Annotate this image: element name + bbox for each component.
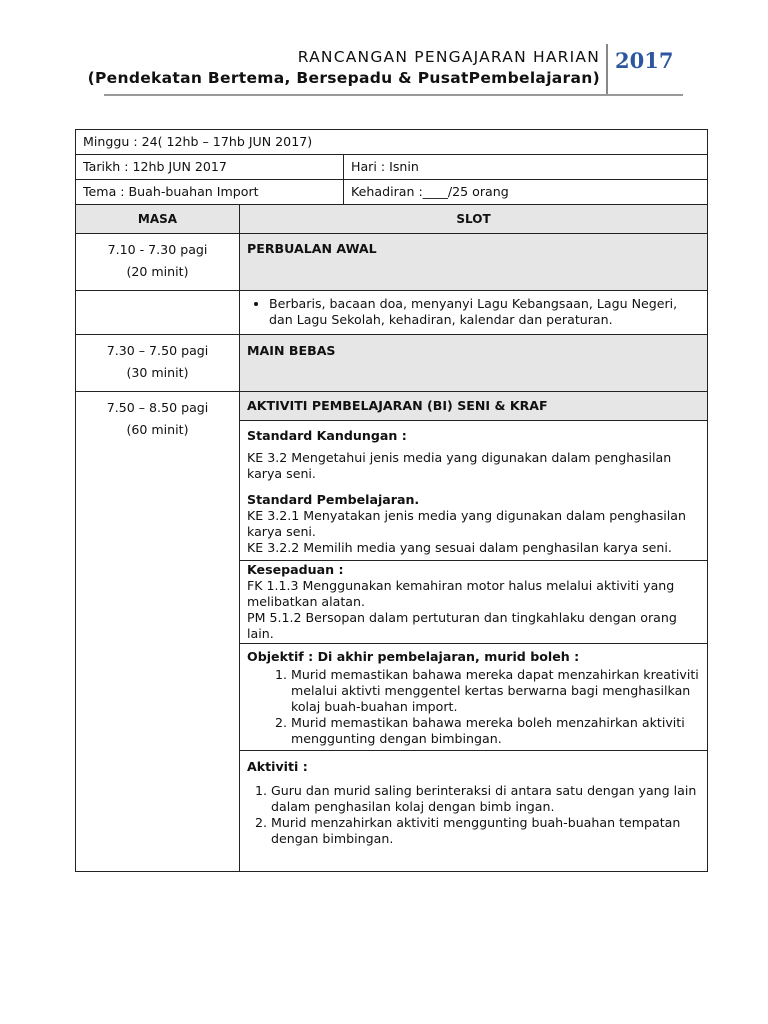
kesepaduan-cell: [240, 561, 708, 644]
minggu-cell: Minggu : 24( 12hb – 17hb JUN 2017): [76, 130, 708, 155]
time-cell: [76, 392, 240, 872]
time-duration: (60 minit): [126, 422, 189, 437]
time-cell: [76, 335, 240, 392]
kehadiran-cell: Kehadiran :____/25 orang: [344, 180, 708, 205]
column-header-slot: SLOT: [240, 205, 708, 234]
list-item: 2. Murid memastikan bahawa mereka boleh menzahirkan aktiviti menggunting dengan bimbingan.: [291, 715, 700, 747]
header-divider-horizontal: [104, 94, 683, 96]
table-row-minggu: [76, 130, 708, 155]
header-divider-vertical: [606, 44, 608, 94]
time-cell-empty: [76, 291, 240, 335]
time-range: 7.10 - 7.30 pagi: [107, 242, 208, 257]
slot-title: AKTIVITI PEMBELAJARAN (BI) SENI & KRAF: [247, 398, 548, 413]
aktiviti-label: Aktiviti :: [247, 759, 308, 774]
aktiviti-cell: [240, 751, 708, 872]
list-item: 2. Murid menzahirkan aktiviti menggunting buah-buahan tempatan dengan bimbingan.: [271, 815, 700, 847]
slot-title-cell: [240, 392, 708, 421]
table-row-session-1: [76, 234, 708, 291]
tarikh-cell: Tarikh : 12hb JUN 2017: [76, 155, 344, 180]
time-cell: [76, 234, 240, 291]
kesepaduan-1: FK 1.1.3 Menggunakan kemahiran motor halus melalui aktiviti yang melibatkan alatan.: [247, 578, 675, 609]
objektif-label: Objektif : Di akhir pembelajaran, murid boleh :: [247, 649, 580, 664]
standard-kandungan-label: Standard Kandungan :: [247, 428, 407, 443]
lesson-plan-table: [75, 129, 708, 872]
standard-pembelajaran-2: KE 3.2.2 Memilih media yang sesuai dalam penghasilan karya seni.: [247, 540, 672, 555]
document-subtitle: (Pendekatan Bertema, Bersepadu & PusatPembelajaran): [87, 69, 600, 87]
document-header: [0, 44, 768, 100]
list-item: 1. Guru dan murid saling berinteraksi di antara satu dengan yang lain dalam penghasilan kolaj dengan bimb ingan.: [271, 783, 700, 815]
standard-kandungan-text: KE 3.2 Mengetahui jenis media yang digunakan dalam penghasilan karya seni.: [247, 450, 672, 481]
slot-detail-cell: [240, 291, 708, 335]
document-year: 2017: [615, 48, 674, 73]
table-row-session-1-detail: [76, 291, 708, 335]
standard-pembelajaran-1: KE 3.2.1 Menyatakan jenis media yang digunakan dalam penghasilan karya seni.: [247, 508, 686, 539]
hari-cell: Hari : Isnin: [344, 155, 708, 180]
kesepaduan-label: Kesepaduan :: [247, 562, 344, 577]
objektif-cell: [240, 644, 708, 751]
table-row-session-3: [76, 392, 708, 421]
standard-cell: [240, 421, 708, 561]
table-row-tarikh: [76, 155, 708, 180]
time-duration: (20 minit): [126, 264, 189, 279]
time-range: 7.30 – 7.50 pagi: [106, 343, 209, 358]
time-duration: (30 minit): [126, 365, 189, 380]
slot-title: MAIN BEBAS: [247, 343, 336, 358]
slot-title: PERBUALAN AWAL: [247, 241, 377, 256]
slot-title-cell: [240, 335, 708, 392]
column-header-masa: MASA: [76, 205, 240, 234]
kesepaduan-2: PM 5.1.2 Bersopan dalam pertuturan dan tingkahlaku dengan orang lain.: [247, 610, 677, 641]
table-row-tema: [76, 180, 708, 205]
standard-pembelajaran-label: Standard Pembelajaran.: [247, 492, 420, 507]
table-row-session-2: [76, 335, 708, 392]
slot-title-cell: [240, 234, 708, 291]
list-item: 1. Murid memastikan bahawa mereka dapat menzahirkan kreativiti melalui aktivti menggentel kertas berwarna bagi menghasilkan kolaj buah-buahan import.: [291, 667, 700, 715]
list-item: • Berbaris, bacaan doa, menyanyi Lagu Kebangsaan, Lagu Negeri, dan Lagu Sekolah, kehadiran, kalendar dan peraturan.: [269, 296, 700, 328]
document-title: RANCANGAN PENGAJARAN HARIAN: [297, 48, 600, 66]
table-header-row: [76, 205, 708, 234]
time-range: 7.50 – 8.50 pagi: [106, 400, 209, 415]
tema-cell: Tema : Buah-buahan Import: [76, 180, 344, 205]
